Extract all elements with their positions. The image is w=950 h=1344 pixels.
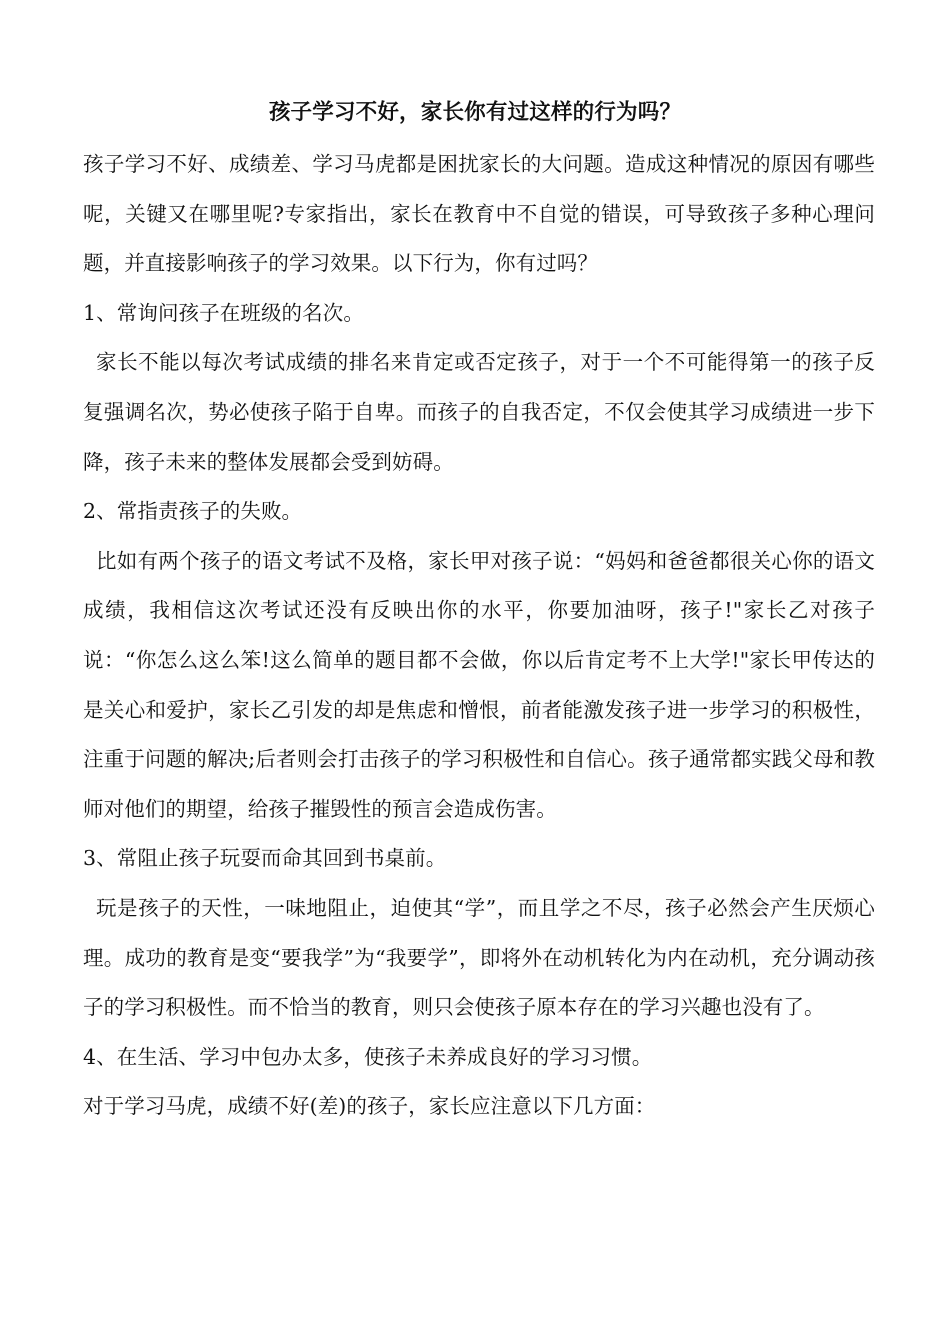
section-heading-1: 1、常询问孩子在班级的名次。 bbox=[83, 300, 364, 325]
document-body bbox=[83, 140, 875, 1132]
section-paragraph-2: 比如有两个孩子的语文考试不及格，家长甲对孩子说：“妈妈和爸爸都很关心你的语文成绩，我相信这次考试还没有反映出你的水平，你要加油呀，孩子!"家长乙对孩子说：“你怎么这么笨!这么简单的题目都不会做，你以后肯定考不上大学!"家长甲传达的是关心和爱护，家长乙引发的却是焦虑和憎恨，前者能激发孩子进一步学习的积极性，注重于问题的解决;后者则会打击孩子的学习积极性和自信心。孩子通常都实践父母和教师对他们的期望，给孩子摧毁性的预言会造成伤害。 bbox=[83, 548, 875, 821]
document-title: 孩子学习不好，家长你有过这样的行为吗？ bbox=[268, 100, 682, 125]
section-paragraph-3: 玩是孩子的天性，一味地阻止，迫使其“学”，而且学之不尽，孩子必然会产生厌烦心理。成功的教育是变“要我学”为“我要学”，即将外在动机转化为内在动机，充分调动孩子的学习积极性。而不恰当的教育，则只会使孩子原本存在的学习兴趣也没有了。 bbox=[83, 895, 875, 1020]
intro-paragraph: 孩子学习不好、成绩差、学习马虎都是困扰家长的大问题。造成这种情况的原因有哪些呢，关键又在哪里呢?专家指出，家长在教育中不自觉的错误，可导致孩子多种心理问题，并直接影响孩子的学习效果。以下行为，你有过吗？ bbox=[83, 152, 875, 276]
section-heading-2: 2、常指责孩子的失败。 bbox=[83, 499, 303, 524]
section-heading-3: 3、常阻止孩子玩耍而命其回到书桌前。 bbox=[83, 846, 447, 871]
section-paragraph-1: 家长不能以每次考试成绩的排名来肯定或否定孩子，对于一个不可能得第一的孩子反复强调名次，势必使孩子陷于自卑。而孩子的自我否定，不仅会使其学习成绩进一步下降，孩子未来的整体发展都会受到妨碍。 bbox=[83, 350, 875, 474]
section-heading-4: 4、在生活、学习中包办太多，使孩子未养成良好的学习习惯。 bbox=[83, 1044, 653, 1069]
closing-paragraph: 对于学习马虎，成绩不好(差)的孩子，家长应注意以下几方面： bbox=[83, 1094, 656, 1119]
